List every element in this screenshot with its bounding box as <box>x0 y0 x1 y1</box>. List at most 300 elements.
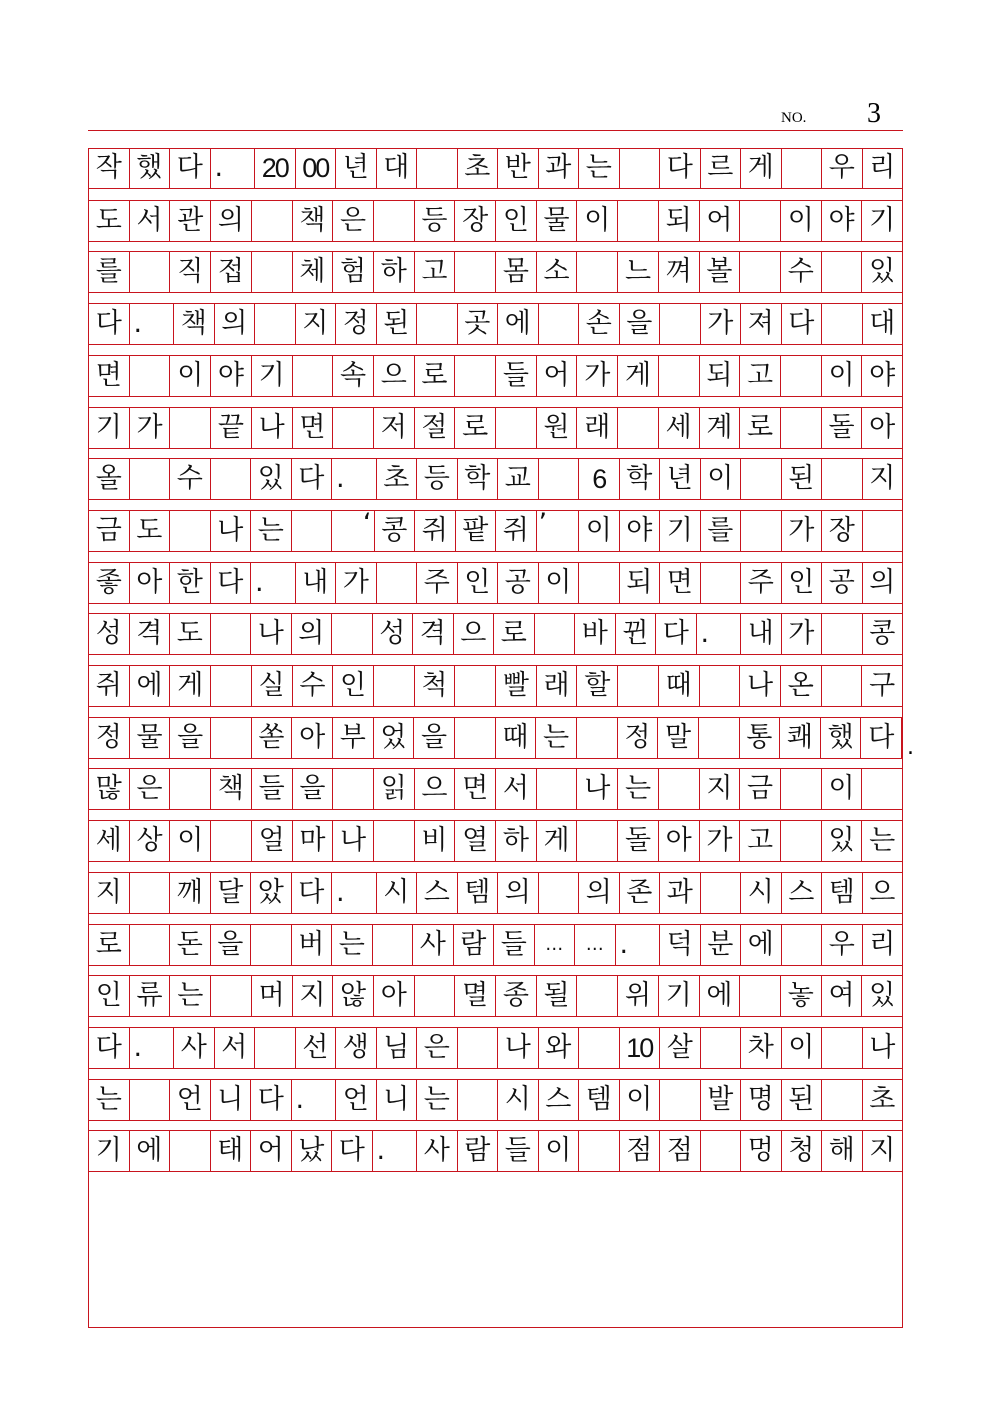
empty-grid-cell <box>455 356 496 396</box>
empty-grid-cell <box>701 563 742 603</box>
grid-cell: 초 <box>377 459 418 499</box>
grid-cell: 언 <box>170 1080 211 1120</box>
grid-cell: 말 <box>658 718 699 758</box>
page-number-label: NO. <box>781 110 807 126</box>
grid-cell: 이 <box>170 356 211 396</box>
grid-cell: . <box>697 614 742 654</box>
empty-grid-cell <box>577 718 618 758</box>
empty-grid-cell <box>374 821 415 861</box>
grid-cell: 했 <box>130 148 171 188</box>
grid-cell: … <box>575 925 616 965</box>
grid-cell: 우 <box>822 925 863 965</box>
empty-grid-cell <box>822 666 863 706</box>
grid-cell: 시 <box>498 1080 539 1120</box>
empty-grid-cell <box>537 769 578 809</box>
grid-cell: 껴 <box>659 252 700 292</box>
grid-cell: 나 <box>740 666 781 706</box>
empty-grid-cell <box>659 356 700 396</box>
grid-cell: 종 <box>496 976 537 1016</box>
grid-cell: 절 <box>415 408 456 448</box>
grid-cell: 있 <box>822 821 863 861</box>
grid-cell: 았 <box>251 873 292 913</box>
grid-cell: 팥 <box>456 511 497 551</box>
grid-cell: 로 <box>89 925 130 965</box>
grid-cell: 는 <box>579 148 620 188</box>
grid-cell: 었 <box>374 718 415 758</box>
empty-grid-cell <box>130 252 171 292</box>
grid-cell: 으 <box>415 769 456 809</box>
grid-cell: 년 <box>660 459 701 499</box>
grid-cell: 가 <box>700 821 741 861</box>
grid-cell: 에 <box>130 1131 171 1171</box>
grid-cell: 된 <box>782 1080 823 1120</box>
grid-cell: 금 <box>89 511 130 551</box>
grid-cell: 속 <box>333 356 374 396</box>
grid-cell: 놓 <box>781 976 822 1016</box>
grid-cell: 으 <box>374 356 415 396</box>
grid-cell: 니 <box>211 1080 252 1120</box>
grid-cell: 인 <box>458 563 499 603</box>
grid-cell: 다 <box>292 459 333 499</box>
grid-cell: . <box>130 304 175 344</box>
grid-cell: 를 <box>701 511 742 551</box>
grid-cell: 성 <box>373 614 414 654</box>
grid-cell: 게 <box>741 148 782 188</box>
empty-grid-cell <box>455 666 496 706</box>
empty-grid-cell <box>293 356 334 396</box>
grid-cell: 가 <box>336 563 377 603</box>
empty-grid-cell <box>660 304 701 344</box>
grid-cell: 야 <box>211 356 252 396</box>
grid-cell: 가 <box>577 356 618 396</box>
grid-cell: 올 <box>89 459 130 499</box>
grid-cell: 장 <box>822 511 863 551</box>
grid-cell: 스 <box>539 1080 580 1120</box>
grid-cell: 서 <box>130 201 171 241</box>
grid-cell: 이 <box>577 201 618 241</box>
empty-grid-cell <box>211 976 252 1016</box>
grid-cell: 머 <box>252 976 293 1016</box>
grid-cell: 20 <box>255 148 296 188</box>
grid-cell: 게 <box>618 356 659 396</box>
grid-cell: 다 <box>656 614 697 654</box>
grid-cell: 정 <box>336 304 377 344</box>
empty-grid-cell <box>822 252 863 292</box>
grid-row <box>89 872 902 914</box>
empty-grid-cell <box>458 1028 499 1068</box>
empty-grid-cell <box>862 769 902 809</box>
grid-cell: 멸 <box>455 976 496 1016</box>
grid-cell: 게 <box>537 821 578 861</box>
empty-grid-cell <box>211 821 252 861</box>
grid-cell: 에 <box>741 925 782 965</box>
grid-cell: 멍 <box>741 1131 782 1171</box>
grid-cell: 통 <box>740 718 781 758</box>
grid-cell: 나 <box>333 821 374 861</box>
empty-grid-cell <box>374 201 415 241</box>
grid-cell: 주 <box>417 563 458 603</box>
grid-cell: 험 <box>333 252 374 292</box>
grid-cell: 실 <box>252 666 293 706</box>
grid-cell: … <box>535 925 576 965</box>
grid-cell: 을 <box>170 718 211 758</box>
grid-cell: 우 <box>822 148 863 188</box>
grid-cell: 이 <box>620 1080 661 1120</box>
grid-cell: 어 <box>251 1131 292 1171</box>
grid-cell: 에 <box>130 666 171 706</box>
grid-cell: . <box>130 1028 175 1068</box>
empty-grid-cell <box>252 201 293 241</box>
grid-cell: 된 <box>782 459 823 499</box>
grid-cell: 류 <box>130 976 171 1016</box>
grid-cell: 비 <box>415 821 456 861</box>
empty-grid-cell <box>781 821 822 861</box>
grid-cell: 아 <box>374 976 415 1016</box>
page-number: 3 <box>867 98 881 129</box>
grid-cell: 이 <box>781 201 822 241</box>
grid-cell: . <box>211 148 256 188</box>
empty-grid-cell <box>618 408 659 448</box>
empty-grid-cell <box>535 614 576 654</box>
grid-cell: 물 <box>537 201 578 241</box>
grid-cell: 나 <box>252 408 293 448</box>
grid-cell: 작 <box>89 148 130 188</box>
grid-cell: 10 <box>620 1028 661 1068</box>
grid-cell: 접 <box>211 252 252 292</box>
grid-cell: 을 <box>414 718 455 758</box>
grid-cell: 여 <box>822 976 863 1016</box>
grid-cell: 니 <box>377 1080 418 1120</box>
empty-grid-cell <box>170 1131 211 1171</box>
grid-cell: 쾌 <box>780 718 821 758</box>
grid-cell: 로 <box>415 356 456 396</box>
grid-cell: 로 <box>740 408 781 448</box>
grid-row <box>89 768 902 810</box>
grid-cell: 르 <box>701 148 742 188</box>
empty-grid-cell <box>782 148 823 188</box>
grid-cell: 곳 <box>458 304 499 344</box>
margin-punctuation: . <box>907 734 914 760</box>
grid-cell: ’ <box>537 511 580 551</box>
empty-grid-cell <box>577 976 618 1016</box>
grid-cell: 났 <box>292 1131 333 1171</box>
grid-cell: 될 <box>537 976 578 1016</box>
grid-cell: 대 <box>377 148 418 188</box>
grid-cell: 콩 <box>375 511 416 551</box>
empty-grid-cell <box>863 511 903 551</box>
grid-cell: 에 <box>700 976 741 1016</box>
grid-cell: 에 <box>498 304 539 344</box>
grid-cell: 하 <box>374 252 415 292</box>
grid-cell: 는 <box>618 769 659 809</box>
grid-cell: 책 <box>293 201 334 241</box>
empty-grid-cell <box>170 408 211 448</box>
grid-cell: 때 <box>496 718 537 758</box>
grid-cell: 과 <box>539 148 580 188</box>
empty-grid-cell <box>333 408 374 448</box>
empty-grid-cell <box>417 304 458 344</box>
empty-grid-cell <box>701 873 742 913</box>
empty-grid-cell <box>822 614 863 654</box>
grid-cell: 는 <box>536 718 577 758</box>
grid-cell: 인 <box>333 666 374 706</box>
grid-cell: 되 <box>700 356 741 396</box>
grid-cell: 의 <box>498 873 539 913</box>
grid-cell: 면 <box>660 563 701 603</box>
empty-grid-cell <box>660 1080 701 1120</box>
grid-cell: 주 <box>741 563 782 603</box>
empty-grid-cell <box>130 459 171 499</box>
empty-grid-cell <box>577 252 618 292</box>
grid-cell: 서 <box>215 1028 256 1068</box>
empty-grid-cell <box>701 1131 742 1171</box>
grid-cell: 지 <box>700 769 741 809</box>
grid-cell: 인 <box>496 201 537 241</box>
grid-cell: 로 <box>494 614 535 654</box>
grid-cell: 등 <box>415 201 456 241</box>
empty-grid-cell <box>822 1080 863 1120</box>
grid-cell: 아 <box>869 411 896 443</box>
grid-cell: 의 <box>215 304 256 344</box>
grid-row <box>89 407 902 449</box>
grid-cell: 지 <box>89 873 130 913</box>
grid-cell: 교 <box>498 459 539 499</box>
grid-cell: 는 <box>332 925 373 965</box>
grid-cell: 쥐 <box>89 666 130 706</box>
empty-grid-cell <box>618 201 659 241</box>
grid-cell: 열 <box>455 821 496 861</box>
grid-cell: 사 <box>413 925 454 965</box>
grid-row <box>89 1079 902 1121</box>
grid-cell: 물 <box>130 718 171 758</box>
grid-cell: 태 <box>211 1131 252 1171</box>
grid-cell: 가 <box>782 614 823 654</box>
grid-cell: 들 <box>498 1131 539 1171</box>
empty-grid-cell <box>455 252 496 292</box>
grid-cell: 이 <box>539 1131 580 1171</box>
grid-cell: 많 <box>89 769 130 809</box>
grid-cell: 아 <box>292 718 333 758</box>
grid-cell: 00 <box>296 148 337 188</box>
grid-cell: 지 <box>869 463 896 495</box>
grid-cell: 다 <box>170 148 211 188</box>
grid-cell: 이 <box>822 356 863 396</box>
grid-row <box>89 1027 902 1069</box>
grid-cell: 도 <box>170 614 211 654</box>
grid-cell: 척 <box>415 666 456 706</box>
empty-grid-cell <box>741 459 782 499</box>
grid-cell: 손 <box>579 304 620 344</box>
grid-cell: 체 <box>293 252 334 292</box>
empty-grid-cell <box>539 459 580 499</box>
empty-grid-cell <box>170 511 211 551</box>
grid-cell: 존 <box>620 873 661 913</box>
grid-cell: 시 <box>377 873 418 913</box>
grid-cell: 초 <box>458 148 499 188</box>
grid-cell: 돌 <box>822 408 863 448</box>
grid-cell: 은 <box>417 1028 458 1068</box>
header-rule <box>88 130 903 131</box>
grid-cell: 다 <box>782 304 823 344</box>
grid-cell: 할 <box>577 666 618 706</box>
grid-cell: 기 <box>89 1131 130 1171</box>
grid-cell: 쥐 <box>415 511 456 551</box>
grid-cell: 나 <box>577 769 618 809</box>
grid-cell: 저 <box>374 408 415 448</box>
grid-cell: 된 <box>377 304 418 344</box>
grid-cell: 뀐 <box>616 614 657 654</box>
grid-cell: 한 <box>170 563 211 603</box>
grid-cell: 람 <box>454 925 495 965</box>
grid-cell: 분 <box>701 925 742 965</box>
grid-cell: 어 <box>700 201 741 241</box>
grid-cell: 아 <box>659 821 700 861</box>
empty-grid-cell <box>781 769 822 809</box>
grid-cell: . <box>332 459 377 499</box>
grid-cell: 을 <box>211 925 252 965</box>
empty-grid-cell <box>417 148 458 188</box>
grid-cell: 청 <box>782 1131 823 1171</box>
grid-cell: 정 <box>618 718 659 758</box>
grid-cell: 인 <box>782 563 823 603</box>
grid-cell: 나 <box>211 511 252 551</box>
grid-cell: 나 <box>869 1031 896 1063</box>
grid-cell: 나 <box>251 614 292 654</box>
grid-cell: 지 <box>869 1135 896 1167</box>
grid-cell: 기 <box>89 408 130 448</box>
grid-cell: 사 <box>174 1028 215 1068</box>
grid-cell: 기 <box>660 511 701 551</box>
grid-cell: 세 <box>89 821 130 861</box>
grid-cell: 을 <box>620 304 661 344</box>
grid-cell: 학 <box>458 459 499 499</box>
grid-cell: 들 <box>494 925 535 965</box>
grid-cell: 다 <box>251 1080 292 1120</box>
grid-cell: 성 <box>89 614 130 654</box>
grid-cell: 쏟 <box>252 718 293 758</box>
grid-cell: 원 <box>537 408 578 448</box>
empty-grid-cell <box>292 511 333 551</box>
grid-cell: 고 <box>415 252 456 292</box>
grid-cell: 발 <box>701 1080 742 1120</box>
grid-row <box>89 613 902 655</box>
grid-cell: 세 <box>659 408 700 448</box>
grid-cell: 은 <box>333 201 374 241</box>
grid-cell: 이 <box>782 1028 823 1068</box>
grid-cell: 부 <box>333 718 374 758</box>
empty-grid-cell <box>130 1080 171 1120</box>
grid-cell: 책 <box>211 769 252 809</box>
grid-row <box>89 1130 902 1172</box>
grid-cell: 스 <box>417 873 458 913</box>
empty-grid-cell <box>211 614 252 654</box>
grid-cell: . <box>373 1131 418 1171</box>
grid-cell: 깨 <box>170 873 211 913</box>
grid-cell: 해 <box>822 1131 863 1171</box>
grid-cell: 있 <box>869 256 896 288</box>
grid-row <box>89 562 902 604</box>
grid-cell: 다 <box>89 304 130 344</box>
empty-grid-cell <box>782 925 823 965</box>
empty-grid-cell <box>170 769 211 809</box>
manuscript-grid <box>88 148 914 1328</box>
empty-grid-cell <box>700 666 741 706</box>
empty-grid-cell <box>618 666 659 706</box>
empty-grid-cell <box>740 252 781 292</box>
grid-cell: 구 <box>869 670 896 701</box>
empty-grid-cell <box>822 304 863 344</box>
grid-cell: 는 <box>251 511 292 551</box>
grid-cell: 서 <box>496 769 537 809</box>
grid-cell: 들 <box>496 356 537 396</box>
empty-grid-cell <box>701 1028 742 1068</box>
empty-grid-cell <box>579 1028 620 1068</box>
grid-cell: 읽 <box>374 769 415 809</box>
grid-cell: 내 <box>296 563 337 603</box>
grid-cell: 끝 <box>211 408 252 448</box>
grid-row <box>89 355 902 397</box>
grid-cell: 온 <box>781 666 822 706</box>
grid-cell: 년 <box>336 148 377 188</box>
empty-grid-cell <box>659 769 700 809</box>
empty-grid-cell <box>539 873 580 913</box>
empty-grid-cell <box>781 408 822 448</box>
grid-cell: 야 <box>620 511 661 551</box>
grid-row <box>89 507 902 552</box>
grid-cell: 몸 <box>496 252 537 292</box>
grid-cell: 로 <box>455 408 496 448</box>
grid-cell: 달 <box>211 873 252 913</box>
grid-cell: 수 <box>293 666 334 706</box>
grid-cell: 돈 <box>170 925 211 965</box>
grid-cell: 져 <box>741 304 782 344</box>
grid-cell: 되 <box>659 201 700 241</box>
grid-cell: 를 <box>89 252 130 292</box>
grid-cell: 정 <box>89 718 130 758</box>
grid-cell: 래 <box>577 408 618 448</box>
grid-cell: 들 <box>252 769 293 809</box>
empty-grid-cell <box>211 459 252 499</box>
grid-cell: 이 <box>579 511 620 551</box>
grid-cell: 기 <box>869 204 896 236</box>
grid-cell: 의 <box>292 614 333 654</box>
grid-cell: 는 <box>170 976 211 1016</box>
grid-cell: 기 <box>252 356 293 396</box>
empty-grid-cell <box>579 1131 620 1171</box>
empty-grid-cell <box>211 666 252 706</box>
empty-grid-cell <box>496 408 537 448</box>
grid-cell: 으 <box>454 614 495 654</box>
grid-cell: 템 <box>458 873 499 913</box>
grid-cell: 다 <box>861 718 902 758</box>
grid-cell: 템 <box>579 1080 620 1120</box>
empty-grid-cell <box>332 614 373 654</box>
grid-cell: . <box>251 563 296 603</box>
grid-cell: 반 <box>498 148 539 188</box>
empty-grid-cell <box>374 666 415 706</box>
empty-grid-cell <box>539 304 580 344</box>
grid-cell: 때 <box>659 666 700 706</box>
grid-cell: 이 <box>539 563 580 603</box>
grid-cell: 하 <box>496 821 537 861</box>
grid-cell: 이 <box>701 459 742 499</box>
empty-grid-cell <box>130 925 171 965</box>
grid-cell: 가 <box>701 304 742 344</box>
grid-cell: 계 <box>700 408 741 448</box>
grid-cell: 볼 <box>700 252 741 292</box>
grid-row <box>89 924 902 966</box>
grid-cell: 학 <box>620 459 661 499</box>
